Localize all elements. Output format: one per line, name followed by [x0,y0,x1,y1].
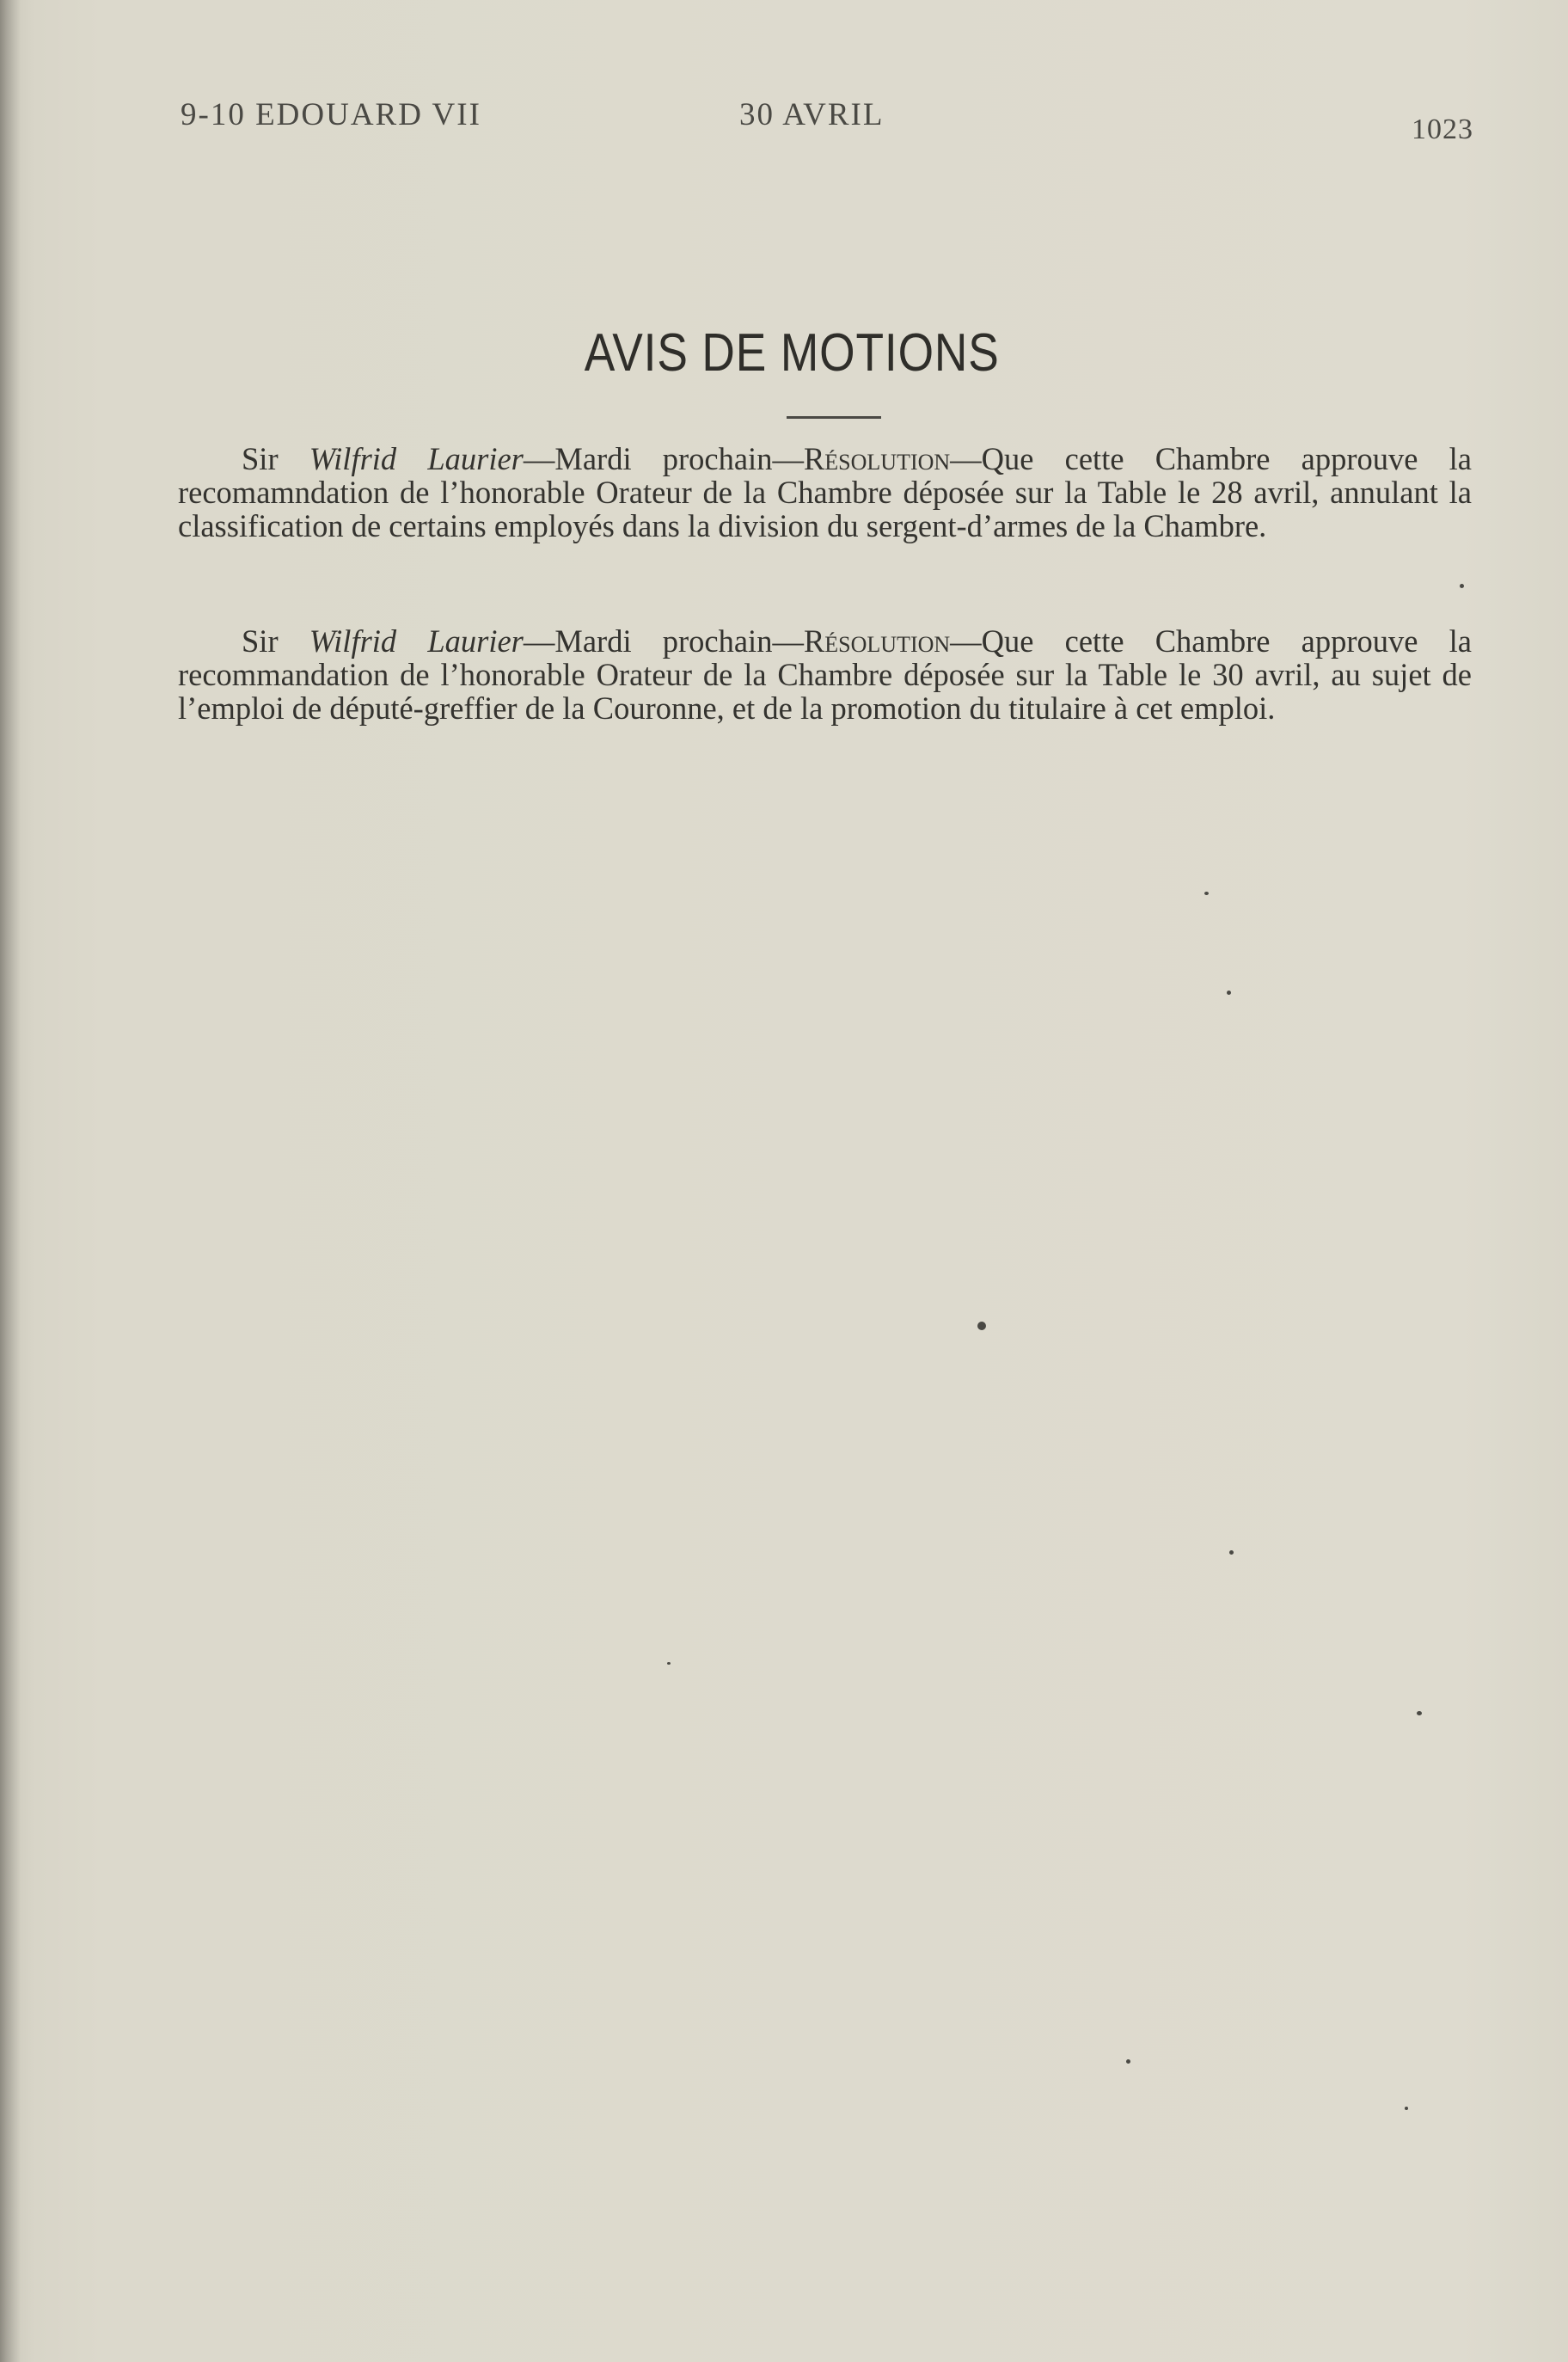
motion-text: —Que cette Chambre approuve la recomamndation de l’honorable Orateur de la Chambre déposée sur la Table le 28 avril, annulant la classification de certains employés dans la division du sergent-d’armes de la Chambre. [178,441,1472,543]
paper-speck [1460,584,1464,588]
motion-prefix: Sir [242,623,309,659]
running-head-date: 30 AVRIL [739,97,885,132]
paper-speck [1405,2107,1408,2110]
motion-prefix: Sir [242,441,309,476]
paper-speck [1227,991,1231,995]
paper-speck [977,1322,986,1330]
motion-paragraph [178,624,1472,725]
motion-when: —Mardi prochain— [523,623,804,659]
motion-kind: Résolution [803,623,951,659]
motion-kind: Résolution [803,441,951,476]
motion-member: Wilfrid Laurier [309,623,524,659]
page-binding-shadow [0,0,21,2362]
motion-paragraph [178,442,1472,543]
paper-speck [667,1662,671,1665]
motion-member: Wilfrid Laurier [309,441,524,476]
motion-when: —Mardi prochain— [523,441,804,476]
section-title: AVIS DE MOTIONS [584,323,1000,383]
title-rule [787,416,881,419]
motion-text: —Que cette Chambre approuve la recommandation de l’honorable Orateur de la Chambre déposée sur la Table le 30 avril, au sujet de l’emploi de député-greffier de la Couronne, et de la promotion du titulaire à cet emploi. [178,623,1472,726]
paper-speck [1229,1550,1234,1555]
running-head-left: 9-10 EDOUARD VII [181,97,481,132]
page-number: 1023 [1412,113,1473,145]
paper-speck [1417,1711,1422,1715]
paper-speck [1126,2059,1130,2064]
paper-speck [1204,892,1209,895]
